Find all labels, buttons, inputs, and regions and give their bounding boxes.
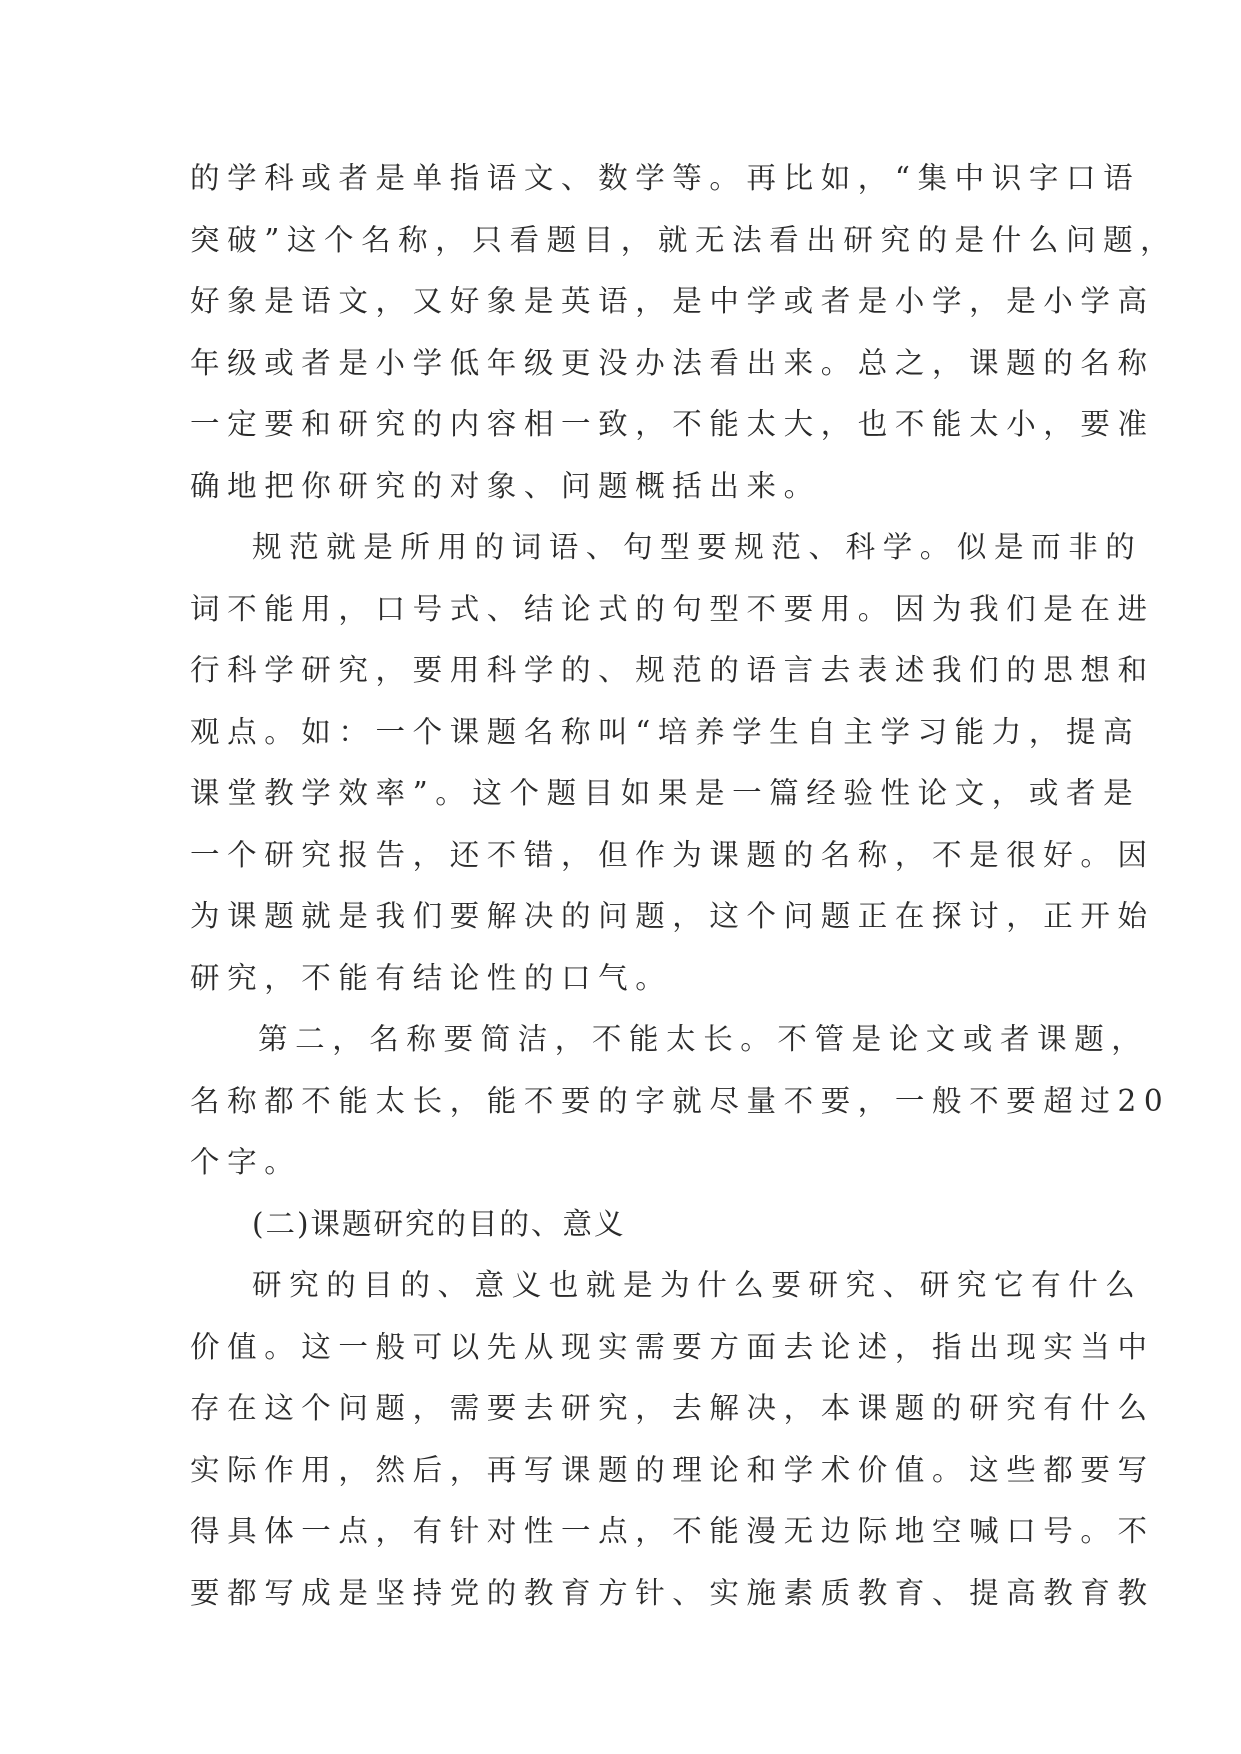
paragraph-3 bbox=[190, 1009, 1171, 1194]
section-heading-text: (二)课题研究的目的、意义 bbox=[252, 1206, 626, 1241]
text-line: 要都写成是坚持党的教育方针、实施素质教育、提高教育教 bbox=[190, 1575, 1155, 1610]
text-line: 个字。 bbox=[190, 1145, 302, 1179]
text-line: 得具体一点，有针对性一点，不能漫无边际地空喊口号。不 bbox=[190, 1514, 1155, 1548]
text-line: 的学科或者是单指语文、数学等。再比如，“集中识字口语 bbox=[190, 161, 1141, 195]
text-line: 研究，不能有结论性的口气。 bbox=[190, 960, 673, 995]
text-line: 观点。如：一个课题名称叫“培养学生自主学习能力，提高 bbox=[190, 714, 1141, 749]
text-line: 名称都不能太长，能不要的字就尽量不要，一般不要超过20 bbox=[190, 1083, 1171, 1118]
paragraph-4 bbox=[190, 1255, 1155, 1624]
text-line: 年级或者是小学低年级更没办法看出来。总之，课题的名称 bbox=[190, 345, 1155, 380]
section-heading bbox=[190, 1194, 1070, 1256]
text-line: 课堂教学效率”。这个题目如果是一篇经验性论文，或者是 bbox=[190, 776, 1141, 810]
text-line: 确地把你研究的对象、问题概括出来。 bbox=[190, 468, 821, 503]
text-line: 为课题就是我们要解决的问题，这个问题正在探讨，正开始 bbox=[190, 899, 1155, 933]
text-line: 词不能用，口号式、结论式的句型不要用。因为我们是在进 bbox=[190, 591, 1155, 626]
text-line: 研究的目的、意义也就是为什么要研究、研究它有什么 bbox=[252, 1268, 1143, 1302]
text-line: 实际作用，然后，再写课题的理论和学术价值。这些都要写 bbox=[190, 1452, 1155, 1487]
paragraph-2 bbox=[190, 517, 1155, 1009]
text-line: 规范就是所用的词语、句型要规范、科学。似是而非的 bbox=[252, 530, 1143, 564]
text-line: 突破”这个名称，只看题目，就无法看出研究的是什么问题， bbox=[190, 222, 1178, 257]
document-body bbox=[190, 148, 1178, 1624]
text-line: 一个研究报告，还不错，但作为课题的名称，不是很好。因 bbox=[190, 837, 1155, 872]
text-line: 存在这个问题，需要去研究，去解决，本课题的研究有什么 bbox=[190, 1391, 1155, 1425]
text-line: 第二，名称要简洁，不能太长。不管是论文或者课题， bbox=[258, 1022, 1149, 1056]
paragraph-1 bbox=[190, 148, 1178, 517]
text-line: 好象是语文，又好象是英语，是中学或者是小学，是小学高 bbox=[190, 284, 1155, 318]
text-line: 价值。这一般可以先从现实需要方面去论述，指出现实当中 bbox=[190, 1329, 1155, 1364]
text-line: 一定要和研究的内容相一致，不能太大，也不能太小，要准 bbox=[190, 407, 1155, 441]
text-line: 行科学研究，要用科学的、规范的语言去表述我们的思想和 bbox=[190, 653, 1155, 687]
